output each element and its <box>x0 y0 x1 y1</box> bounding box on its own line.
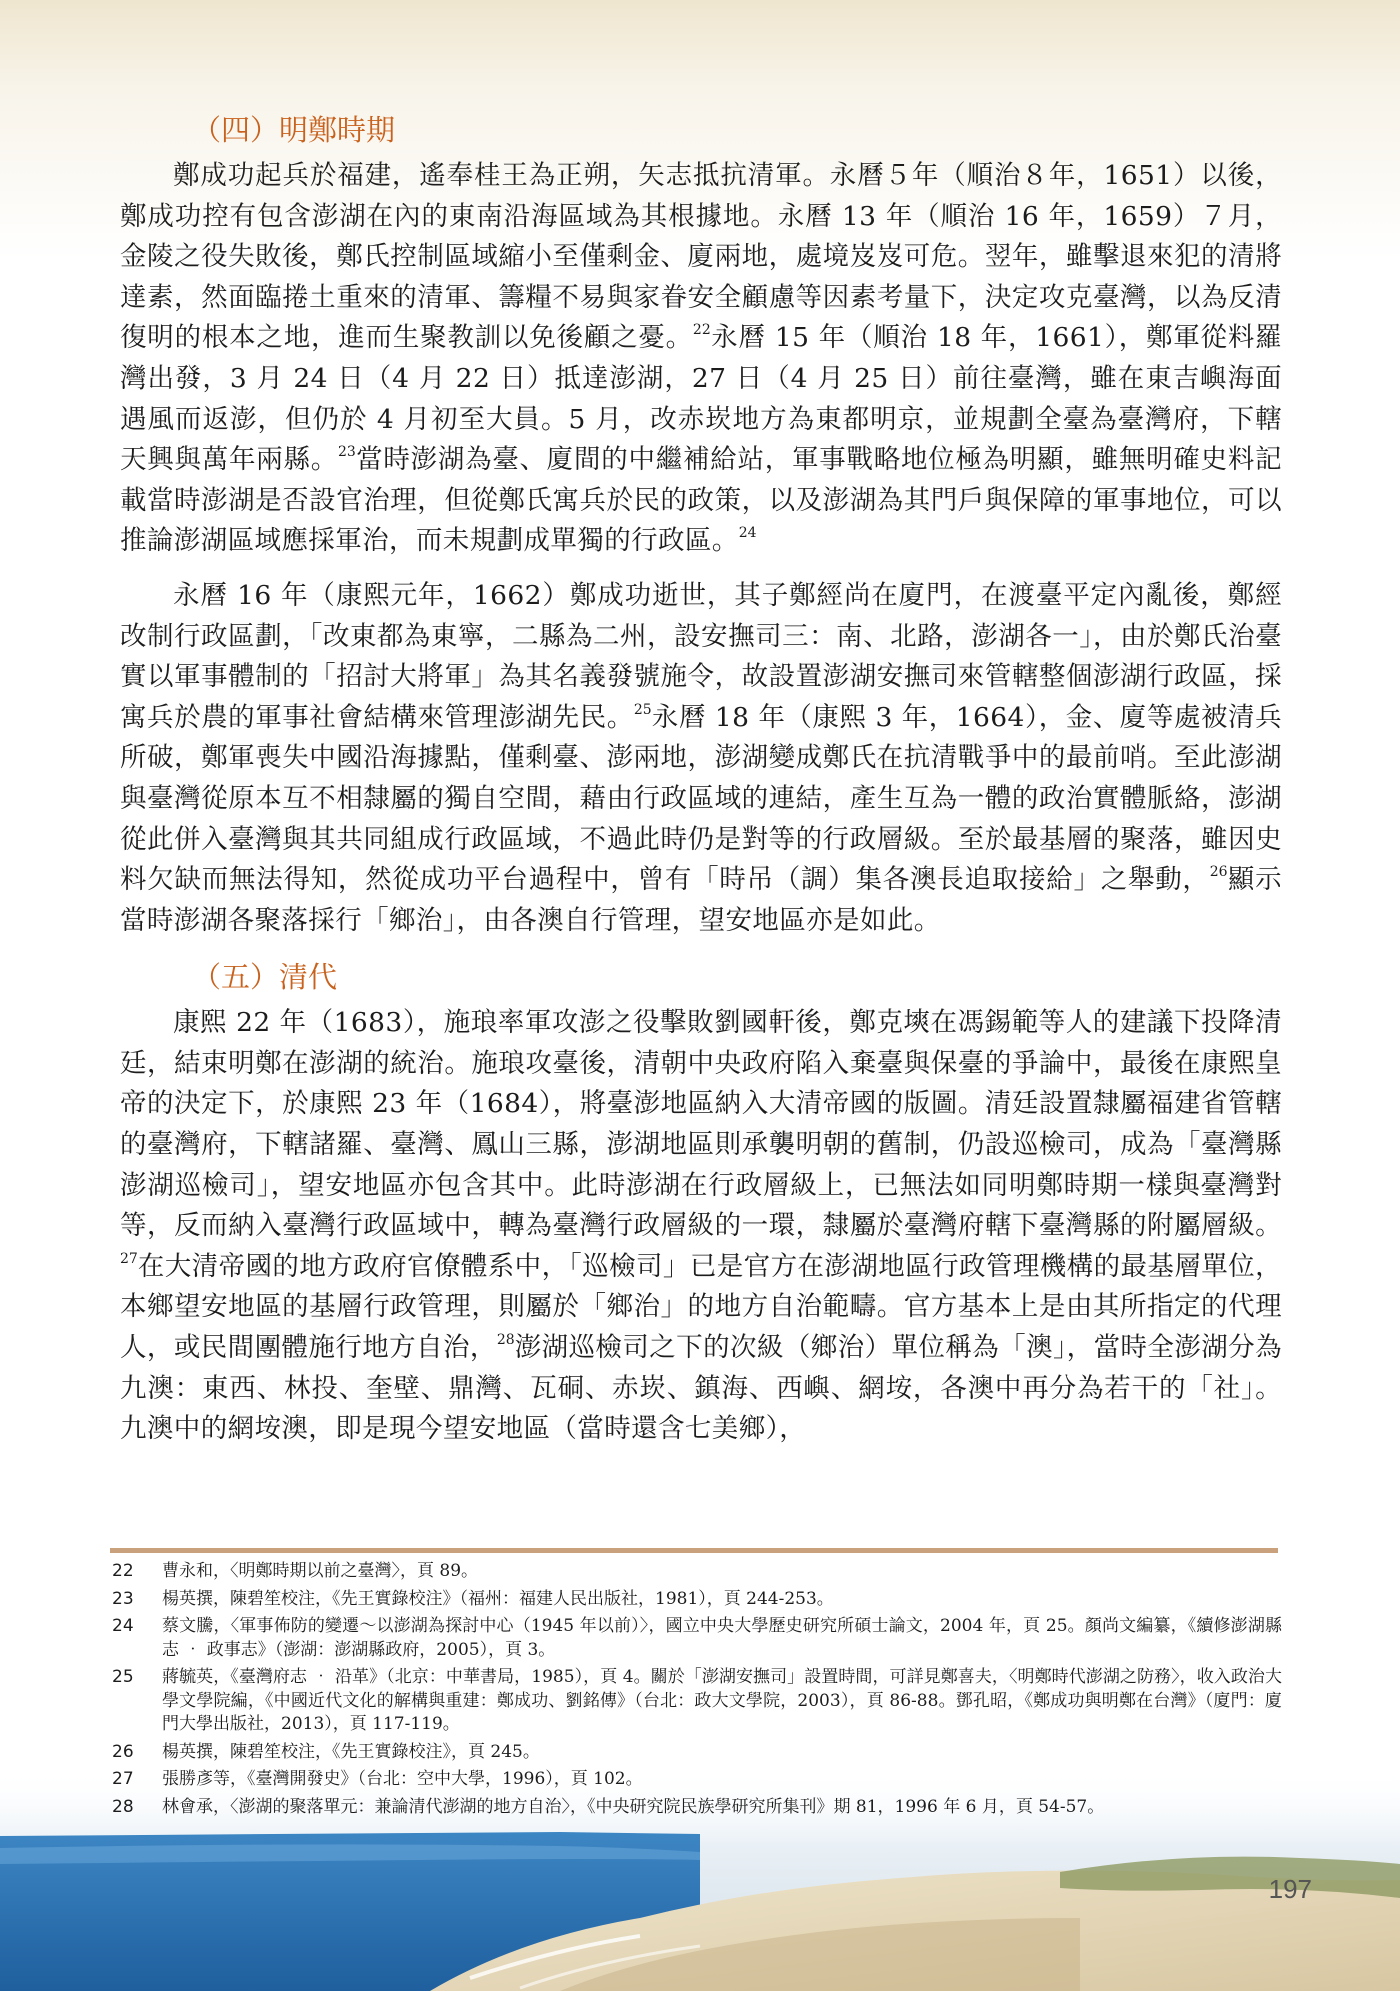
footnote-ref: 26 <box>1209 864 1228 881</box>
footnote-divider <box>110 1548 1278 1553</box>
footnote-text: 蔡文騰，〈軍事佈防的變遷～以澎湖為探討中心（1945 年以前）〉，國立中央大學歷史研究所碩士論文，2004 年，頁 25。顏尚文編纂，《續修澎湖縣志 ‧ 政事志》（澎湖：澎湖縣政府，2005），頁 3。 <box>162 1616 1282 1660</box>
paragraph-text: 當時澎湖為臺、廈間的中繼補給站，軍事戰略地位極為明顯，雖無明確史料記載當時澎湖是否設官治理，但從鄭氏寓兵於民的政策，以及澎湖為其門戶與保障的軍事地位，可以推論澎湖區域應採軍治，而未規劃成單獨的行政區。 <box>120 444 1282 557</box>
footnote-number: 26 <box>112 1741 134 1762</box>
footnote-item <box>112 1560 1282 1584</box>
paragraph-text: 永曆 18 年（康熙 3 年，1664），金、廈等處被清兵所破，鄭軍喪失中國沿海據點，僅剩臺、澎兩地，澎湖變成鄭氏在抗清戰爭中的最前哨。至此澎湖與臺灣從原本互不相隸屬的獨自空間，藉由行政區域的連結，產生互為一體的政治實體脈絡，澎湖從此併入臺灣與其共同組成行政區域，不過此時仍是對等的行政層級。至於最基層的聚落，雖因史料欠缺而無法得知，然從成功平台過程中，曾有「時吊（調）集各澳長追取接給」之舉動， <box>120 701 1282 896</box>
paragraph-text: 澎湖巡檢司之下的次級（鄉治）單位稱為「澳」，當時全澎湖分為九澳：東西、林投、奎壁、鼎灣、瓦硐、赤崁、鎮海、西嶼、網垵，各澳中再分為若干的「社」。九澳中的網垵澳，即是現今望安地區（當時還含七美鄉）， <box>120 1332 1282 1445</box>
footnote-ref: 27 <box>120 1250 138 1267</box>
footnote-number: 25 <box>112 1667 134 1687</box>
body-paragraph <box>120 156 1282 562</box>
footnote-text: 林會承，〈澎湖的聚落單元：兼論清代澎湖的地方自治〉，《中央研究院民族學研究所集刊》期 81，1996 年 6 月，頁 54-57。 <box>162 1796 1105 1817</box>
sections-container <box>120 108 1282 1450</box>
body-paragraph <box>120 576 1282 941</box>
footnote-ref: 23 <box>337 444 356 461</box>
footnote-text: 曹永和，〈明鄭時期以前之臺灣〉，頁 89。 <box>162 1561 479 1581</box>
page-number: 197 <box>1268 1874 1312 1904</box>
main-text <box>120 108 1282 1464</box>
paragraph-text: 康熙 22 年（1683），施琅率軍攻澎之役擊敗劉國軒後，鄭克塽在馮錫範等人的建議下投降清廷，結束明鄭在澎湖的統治。施琅攻臺後，清朝中央政府陷入棄臺與保臺的爭論中，最後在康熙皇帝的決定下，於康熙 23 年（1684），將臺澎地區納入大清帝國的版圖。清廷設置隸屬福建省管轄的臺灣府，下轄諸羅、臺灣、鳳山三縣，澎湖地區則承襲明朝的舊制，仍設巡檢司，成為「臺灣縣澎湖巡檢司」，望安地區亦包含其中。此時澎湖在行政層級上，已無法如同明鄭時期一樣與臺灣對等，反而納入臺灣行政區域中，轉為臺灣行政層級的一環，隸屬於臺灣府轄下臺灣縣的附屬層級。 <box>120 1007 1282 1242</box>
paragraph-text: 鄭成功起兵於福建，遙奉桂王為正朔，矢志抵抗清軍。永曆５年（順治８年，1651）以後，鄭成功控有包含澎湖在內的東南沿海區域為其根據地。永曆 13 年（順治 16 年，1659）７月，金陵之役失敗後，鄭氏控制區域縮小至僅剩金、廈兩地，處境岌岌可危。翌年，雖擊退來犯的清將達素，然面臨捲土重來的清軍、籌糧不易與家眷安全顧慮等因素考量下，決定攻克臺灣，以為反清復明的根本之地，進而生聚教訓以免後顧之憂。 <box>120 160 1282 354</box>
paragraph-text: 永曆 16 年（康熙元年，1662）鄭成功逝世，其子鄭經尚在廈門，在渡臺平定內亂後，鄭經改制行政區劃，「改東都為東寧，二縣為二州，設安撫司三：南、北路，澎湖各一」，由於鄭氏治臺實以軍事體制的「招討大將軍」為其名義發號施令，故設置澎湖安撫司來管轄整個澎湖行政區，採寓兵於農的軍事社會結構來管理澎湖先民。 <box>120 579 1282 733</box>
footnote-text: 楊英撰，陳碧笙校注，《先王實錄校注》（福州：福建人民出版社，1981），頁 244-253。 <box>162 1588 834 1609</box>
footnote-item <box>112 1768 1282 1792</box>
paragraph-text: 永曆 15 年（順治 18 年，1661），鄭軍從料羅灣出發，3 月 24 日（4 月 22 日）抵達澎湖，27 日（4 月 25 日）前往臺灣，雖在東吉嶼海面遇風而返澎，但仍於 4 月初至大員。5 月，改赤崁地方為東都明京，並規劃全臺為臺灣府，下轄天興與萬年兩縣。 <box>120 322 1283 476</box>
footnote-item <box>112 1666 1282 1737</box>
footnote-number: 24 <box>112 1616 134 1636</box>
paragraph-text: 在大清帝國的地方政府官僚體系中，「巡檢司」已是官方在澎湖地區行政管理機構的最基層單位，本鄉望安地區的基層行政管理，則屬於「鄉治」的地方自治範疇。官方基本上是由其所指定的代理人，或民間團體施行地方自治， <box>120 1250 1282 1364</box>
footnote-text: 楊英撰，陳碧笙校注，《先王實錄校注》，頁 245。 <box>162 1741 540 1762</box>
footnote-number: 23 <box>112 1588 134 1609</box>
footnotes <box>112 1560 1282 1823</box>
footnote-item <box>112 1588 1282 1612</box>
section-heading: （四）明鄭時期 <box>192 113 396 147</box>
paragraph-text: 顯示當時澎湖各聚落採行「鄉治」，由各澳自行管理，望安地區亦是如此。 <box>120 864 1282 936</box>
section-heading: （五）清代 <box>192 960 338 995</box>
footnote-item <box>112 1741 1282 1765</box>
footnote-text: 蔣毓英，《臺灣府志 ‧ 沿革》（北京：中華書局，1985），頁 4。關於「澎湖安撫司」設置時間，可詳見鄭喜夫，〈明鄭時代澎湖之防務〉，收入政治大學文學院編，《中國近代文化的解構與重建：鄭成功、劉銘傳》（台北：政大文學院，2003），頁 86-88。鄧孔昭，《鄭成功與明鄭在台灣》（廈門：廈門大學出版社，2013），頁 117-119。 <box>162 1667 1282 1734</box>
footnote-number: 27 <box>112 1769 134 1789</box>
footnote-item <box>112 1796 1282 1820</box>
footnote-item <box>112 1615 1282 1662</box>
footnote-ref: 22 <box>692 322 711 339</box>
footnote-number: 22 <box>112 1561 134 1581</box>
footnote-number: 28 <box>112 1796 134 1817</box>
footnote-ref: 24 <box>738 525 757 542</box>
footnote-ref: 28 <box>496 1332 515 1349</box>
body-paragraph <box>120 1003 1282 1450</box>
footnote-text: 張勝彥等，《臺灣開發史》（台北：空中大學，1996），頁 102。 <box>162 1769 643 1789</box>
footnote-ref: 25 <box>633 701 652 718</box>
